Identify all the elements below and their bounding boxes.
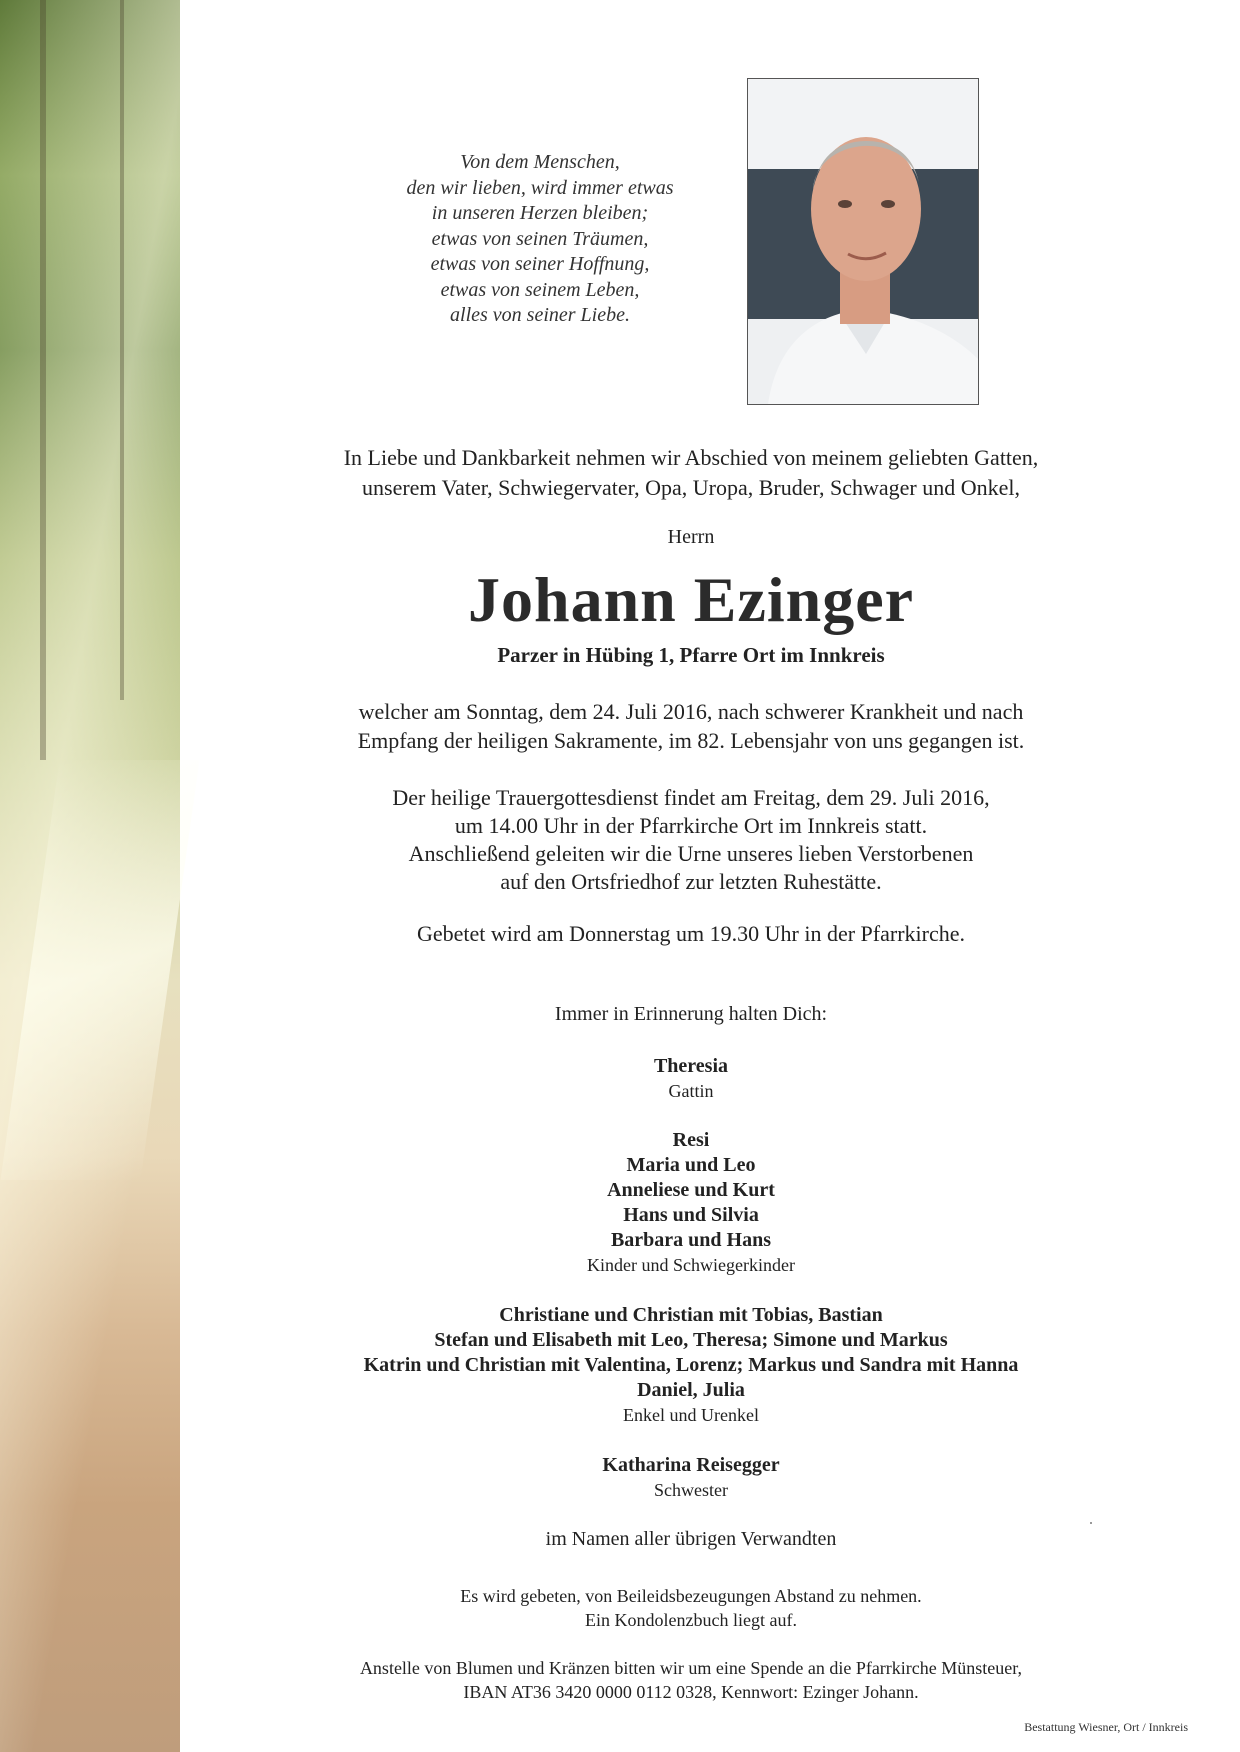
funeral-info xyxy=(260,784,1122,896)
family-children xyxy=(260,1128,1122,1278)
funeral-line: Anschließend geleiten wir die Urne unseres lieben Verstorbenen xyxy=(408,841,974,866)
family-role: Enkel und Urenkel xyxy=(623,1405,759,1425)
funeral-line: auf den Ortsfriedhof zur letzten Ruhestätte. xyxy=(500,869,882,894)
intro-line: In Liebe und Dankbarkeit nehmen wir Abschied von meinem geliebten Gatten, xyxy=(343,445,1039,470)
intro-text xyxy=(260,443,1122,503)
funeral-line: Der heilige Trauergottesdienst findet am Freitag, dem 29. Juli 2016, xyxy=(392,785,990,810)
tree-trunk xyxy=(120,0,124,700)
funeral-line: um 14.00 Uhr in der Pfarrkirche Ort im Innkreis statt. xyxy=(454,813,928,838)
poem xyxy=(360,150,720,329)
poem-line: den wir lieben, wird immer etwas xyxy=(406,176,674,199)
family-name: Maria und Leo xyxy=(626,1154,756,1176)
condolence-note xyxy=(260,1584,1122,1632)
family-role: Schwester xyxy=(654,1480,728,1500)
intro-line: unserem Vater, Schwiegervater, Opa, Uropa, Bruder, Schwager und Onkel, xyxy=(362,475,1020,500)
family-grandchildren xyxy=(260,1303,1122,1428)
family-name: Stefan und Elisabeth mit Leo, Theresa; Simone und Markus xyxy=(434,1329,948,1351)
sunlight-ray xyxy=(0,760,199,1180)
poem-line: alles von seiner Liebe. xyxy=(450,304,630,326)
donation-note xyxy=(260,1656,1122,1704)
family-name: Resi xyxy=(672,1129,710,1151)
death-line: welcher am Sonntag, dem 24. Juli 2016, nach schwerer Krankheit und nach xyxy=(358,699,1024,724)
condolence-line: Es wird gebeten, von Beileidsbezeugungen Abstand zu nehmen. xyxy=(460,1586,922,1606)
family-name: Daniel, Julia xyxy=(637,1379,745,1401)
family-name: Katharina Reisegger xyxy=(602,1454,780,1476)
family-role: Gattin xyxy=(668,1081,714,1101)
deceased-name: Johann Ezinger xyxy=(467,564,915,635)
salutation: Herrn xyxy=(667,526,715,548)
remaining-relatives: im Namen aller übrigen Verwandten xyxy=(545,1528,837,1550)
poem-line: etwas von seiner Hoffnung, xyxy=(430,253,650,275)
funeral-home-credit: Bestattung Wiesner, Ort / Innkreis xyxy=(1024,1720,1188,1734)
family-role: Kinder und Schwiegerkinder xyxy=(587,1255,795,1275)
death-line: Empfang der heiligen Sakramente, im 82. Lebensjahr von uns gegangen ist. xyxy=(357,728,1025,753)
family-name: Anneliese und Kurt xyxy=(607,1179,775,1201)
poem-line: Von dem Menschen, xyxy=(460,151,620,173)
death-notice xyxy=(260,697,1122,755)
speck xyxy=(1090,1522,1092,1524)
donation-line: IBAN AT36 3420 0000 0112 0328, Kennwort: Ezinger Johann. xyxy=(463,1682,919,1702)
tree-trunk xyxy=(40,0,46,760)
condolence-line: Ein Kondolenzbuch liegt auf. xyxy=(585,1610,797,1630)
family-spouse xyxy=(260,1054,1122,1104)
family-sister xyxy=(260,1453,1122,1503)
donation-line: Anstelle von Blumen und Kränzen bitten wir um eine Spende an die Pfarrkirche Münsteuer, xyxy=(359,1658,1023,1678)
family-name: Hans und Silvia xyxy=(623,1204,759,1226)
remembrance-heading: Immer in Erinnerung halten Dich: xyxy=(554,1003,828,1025)
poem-line: etwas von seinen Träumen, xyxy=(431,227,649,250)
portrait-photo xyxy=(747,78,979,405)
family-name: Barbara und Hans xyxy=(610,1229,772,1251)
poem-line: in unseren Herzen bleiben; xyxy=(431,202,649,224)
family-name: Christiane und Christian mit Tobias, Bastian xyxy=(499,1304,883,1326)
poem-line: etwas von seinem Leben, xyxy=(440,278,640,301)
forest-path-image xyxy=(0,0,180,1752)
family-name: Theresia xyxy=(653,1055,729,1077)
prayer-info: Gebetet wird am Donnerstag um 19.30 Uhr in der Pfarrkirche. xyxy=(416,921,965,946)
family-name: Katrin und Christian mit Valentina, Lorenz; Markus und Sandra mit Hanna xyxy=(363,1354,1019,1376)
deceased-residence: Parzer in Hübing 1, Pfarre Ort im Innkreis xyxy=(497,643,885,667)
